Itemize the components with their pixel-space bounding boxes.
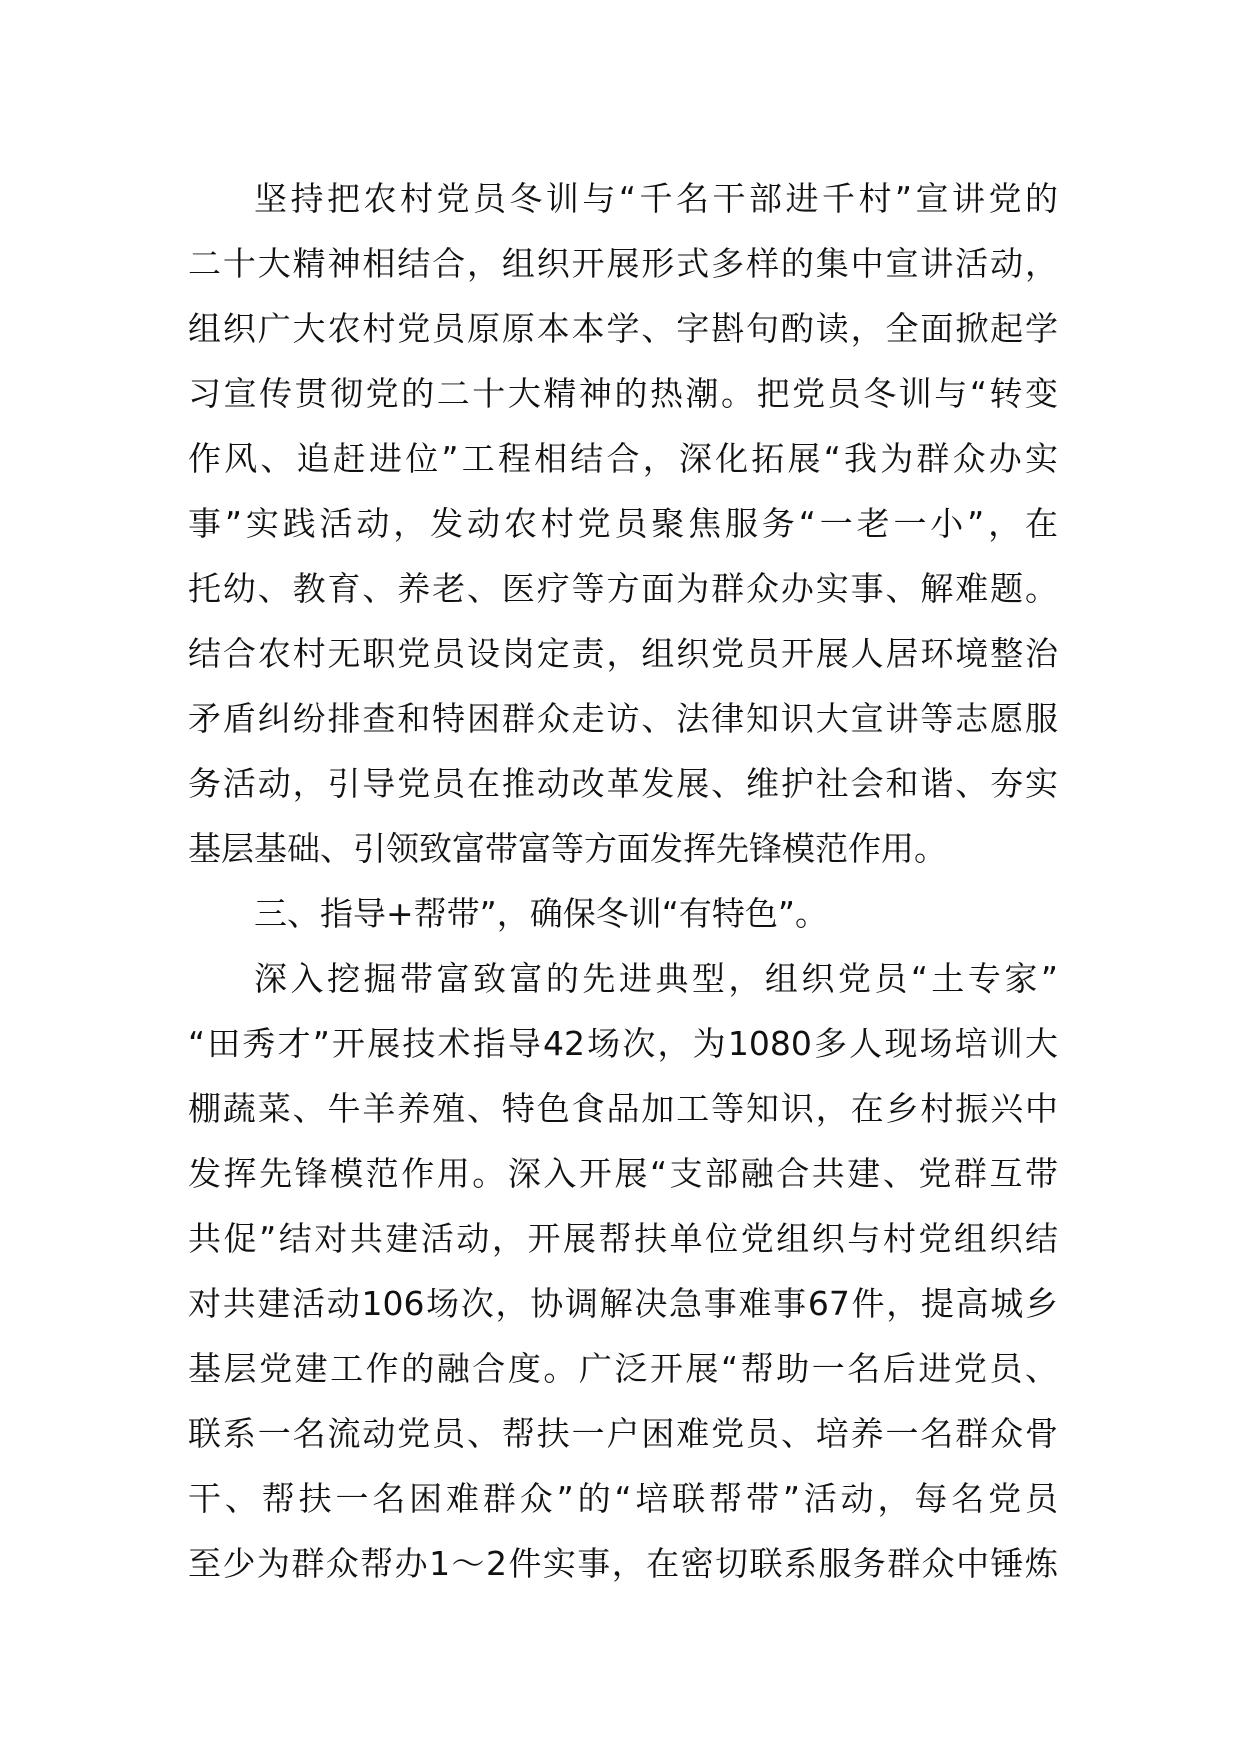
paragraph-line: 事”实践活动，发动农村党员聚焦服务“一老一小”，在 (188, 504, 1058, 543)
paragraph-line: 对共建活动106场次，协调解决急事难事67件，提高城乡 (188, 1284, 1058, 1323)
section-heading: 三、指导+帮带”，确保冬训“有特色”。 (254, 894, 828, 933)
paragraph-line: “田秀才”开展技术指导42场次，为1080多人现场培训大 (188, 1024, 1058, 1063)
paragraph-line: 二十大精神相结合，组织开展形式多样的集中宣讲活动， (188, 244, 1058, 283)
paragraph-line: 托幼、教育、养老、医疗等方面为群众办实事、解难题。 (188, 569, 1058, 608)
paragraph-line: 组织广大农村党员原原本本学、字斟句酌读，全面掀起学 (188, 309, 1058, 348)
body-text (188, 166, 1058, 1596)
paragraph-line: 作风、追赶进位”工程相结合，深化拓展“我为群众办实 (188, 439, 1058, 478)
paragraph-line: 联系一名流动党员、帮扶一户困难党员、培养一名群众骨 (188, 1414, 1058, 1453)
paragraph-line: 结合农村无职党员设岗定责，组织党员开展人居环境整治 (188, 634, 1058, 673)
paragraph-line: 深入挖掘带富致富的先进典型，组织党员“土专家” (254, 959, 1058, 998)
paragraph-line: 矛盾纠纷排查和特困群众走访、法律知识大宣讲等志愿服 (188, 699, 1058, 738)
paragraph-line: 干、帮扶一名困难群众”的“培联帮带”活动，每名党员 (188, 1479, 1058, 1518)
paragraph-line: 坚持把农村党员冬训与“千名干部进千村”宣讲党的 (254, 179, 1058, 218)
paragraph-line: 务活动，引导党员在推动改革发展、维护社会和谐、夯实 (188, 764, 1058, 803)
paragraph-line: 至少为群众帮办1～2件实事，在密切联系服务群众中锤炼 (188, 1544, 1058, 1583)
paragraph-line: 基层党建工作的融合度。广泛开展“帮助一名后进党员、 (188, 1349, 1058, 1388)
paragraph-line: 棚蔬菜、牛羊养殖、特色食品加工等知识，在乡村振兴中 (188, 1089, 1058, 1128)
paragraph-line: 共促”结对共建活动，开展帮扶单位党组织与村党组织结 (188, 1219, 1058, 1258)
paragraph-line: 发挥先锋模范作用。深入开展“支部融合共建、党群互带 (188, 1154, 1058, 1193)
paragraph-line: 习宣传贯彻党的二十大精神的热潮。把党员冬训与“转变 (188, 374, 1058, 413)
paragraph-line: 基层基础、引领致富带富等方面发挥先锋模范作用。 (188, 829, 947, 868)
